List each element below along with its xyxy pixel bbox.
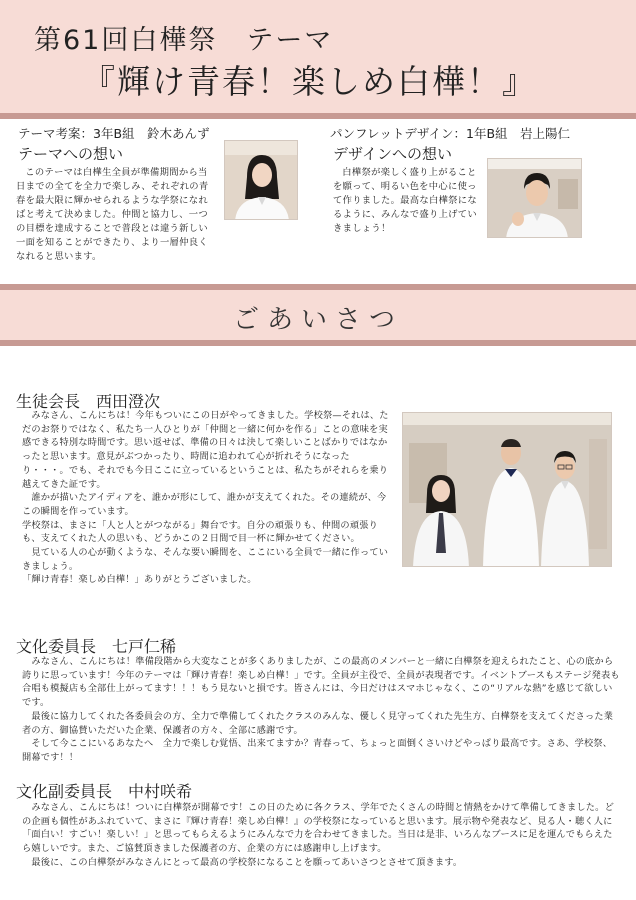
greeting-title: ごあいさつ [232,305,403,335]
culture-chair-paragraph: そして今ここにいるあなたへ 全力で楽しむ覚悟、出来てますか？青春って、ちょっと面倒くさいけどやっぱり最高です。さあ、学校祭、開幕です！！ [22,738,613,763]
greeting-bottom-divider [0,340,636,346]
culture-vice-paragraph: みなさん、こんにちは！ついに白樺祭が開幕です！この日のために各クラス、学年でたくさんの時間と情熱をかけて準備してきました。どの企画も個性があふれていて、まさに『輝け青春！楽しめ白樺！』の学校祭になっていると思います。展示物や発表など、見る人・聴く人に「面白い！すごい！楽しい！」と思ってもらえるようにみんなで力を合わせてきました。当日は是非、いろんなブースに足を運んでもらえたら嬉しいです。また、ご協賛頂きました保護者の方、企業の方には感謝申し上げます。 [22,802,614,855]
header-divider [0,113,636,119]
president-paragraph: 見ている人の心が動くような、そんな要い瞬間を、ここにいる全員で一緒に作っていきましょう。 [22,547,389,572]
theme-text: このテーマは白樺生全員が準備期間から当日までの全てを全力で楽しみ、それぞれの青春を最大限に輝かせられるような学祭になればと考えて決めました。仲間と協力し、一つの目標を達成することで普段とは違う新しい一面を知ることができたり、より一層仲良くなれると思います。 [16,167,209,262]
president-paragraph: 「輝け青春！楽しめ白樺！」ありがとうございました。 [22,574,257,586]
president-message [22,409,390,587]
header-festival-title: 第61回白樺祭 テーマ [34,25,334,56]
culture-vice-paragraph: 最後に、この白樺祭がみなさんにとって最高の学校祭になることを願ってあいさつとさせて頂きます。 [22,856,463,868]
culture-vice-message [22,801,620,870]
council-group-photo [402,412,612,567]
group-photo-icon [403,413,612,567]
greeting-band [0,290,636,340]
culture-chair-name: 文化委員長 七戸仁稀 [16,637,177,656]
theme-author-photo [224,140,298,220]
culture-vice-name: 文化副委員長 中村咲希 [16,782,193,801]
culture-chair-paragraph: みなさん、こんにちは！準備段階から大変なことが多くありましたが、この最高のメンバーと一緒に白樺祭を迎えられたこと、心の底から誇りに思っています！今年のテーマは「輝け青春！楽しめ白樺！」です。全員が主役で、全員が表現者です。イベントブースもステージ発表も合唱も模擬店も全部仕上がってます！！！もう見ないと損です。皆さんには、今日だけはスマホじゃなく、この“リアルな熱”を感じて欲しいです。 [22,656,620,709]
person-photo-icon [488,159,582,238]
culture-chair-paragraph: 最後に協力してくれた各委員会の方、全力で準備してくれたクラスのみんな、優しく見守ってくれた先生方、白樺祭を支えてくださった業者の方、御協賛いただいた企業、保護者の方々、全部に感謝です。 [22,710,614,736]
culture-chair-message [22,655,620,765]
design-text: 白樺祭が楽しく盛り上がることを願って、明るい色を中心に使って作りました。最高な白樺祭になるように、みんなで盛り上げていきましょう！ [333,167,477,234]
president-name: 生徒会長 西田澄次 [16,392,161,411]
theme-credit: テーマ考案：3年B組 鈴木あんず [18,126,210,141]
header-band [0,0,636,113]
president-paragraph: 誰かが描いたアイディアを、誰かが形にして、誰かが支えてくれた。その連続が、今この瞬間を作っています。 [22,492,387,517]
design-credit: パンフレットデザイン：1年B組 岩上陽仁 [330,126,571,141]
header-theme-title: 『輝け青春！楽しめ白樺！』 [82,62,537,101]
design-heading: デザインへの想い [333,145,452,163]
president-paragraph: 学校祭は、まさに「人と人とがつながる」舞台です。自分の頑張りも、仲間の頑張りも、支えてくれた人の思いも、どうかこの２日間で目一杯に輝かせてください。 [22,519,378,545]
design-author-photo [487,158,582,238]
person-photo-icon [225,141,298,220]
theme-heading: テーマへの想い [18,145,124,163]
president-paragraph: みなさん、こんにちは！今年もついにこの日がやってきました。学校祭—それは、ただのお祭りではなく、私たち一人ひとりが「仲間と一緒に何かを作る」ことの意味を実感できる特別な時間です。思い返せば、準備の日々は決して楽しいことばかりではなかったと思います。意見がぶつかったり、時間に追われて心が折れそうになったり・・・。でも、それでも今日ここに立っているということは、私たちがそれらを乗り越えてきた証です。 [22,410,389,490]
